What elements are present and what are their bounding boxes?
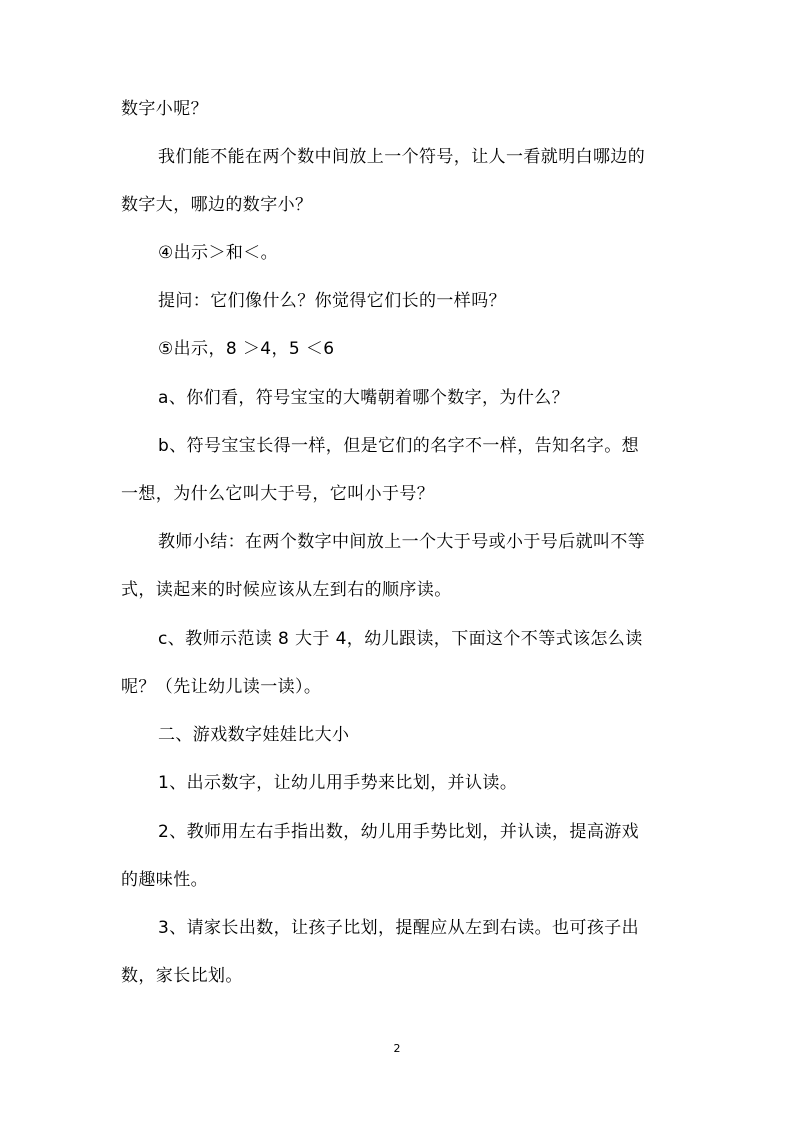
text-line-16: 2、教师用左右手指出数，幼儿用手势比划，并认读，提高游戏 [158,822,640,842]
text-line-13: 呢？（先让幼儿读一读）。 [121,677,322,697]
text-line-3: 数字大，哪边的数字小？ [121,195,313,215]
text-line-17: 的趣味性。 [121,870,208,890]
text-line-4: ④出示＞和＜。 [158,243,279,263]
text-line-15: 1、出示数字，让幼儿用手势来比划，并认读。 [158,773,518,793]
text-line-9: 一想，为什么它叫大于号，它叫小于号？ [121,484,435,504]
text-line-1: 数字小呢？ [121,99,208,119]
page-number: 2 [393,1042,401,1055]
text-line-6: ⑤出示，8 ＞4，5 ＜6 [158,339,335,359]
text-line-5: 提问：它们像什么？你觉得它们长的一样吗？ [158,291,506,311]
text-line-8: b、符号宝宝长得一样，但是它们的名字不一样，告知名字。想 [158,436,639,456]
text-line-11: 式，读起来的时候应该从左到右的顺序读。 [121,580,452,600]
text-line-19: 数，家长比划。 [121,966,243,986]
text-line-2: 我们能不能在两个数中间放上一个符号，让人一看就明白哪边的 [158,147,646,167]
text-line-18: 3、请家长出数，让孩子比划，提醒应从左到右读。也可孩子出 [158,918,640,938]
text-line-10: 教师小结：在两个数字中间放上一个大于号或小于号后就叫不等 [158,532,646,552]
text-line-7: a、你们看，符号宝宝的大嘴朝着哪个数字，为什么？ [158,388,570,408]
text-line-14: 二、游戏数字娃娃比大小 [158,725,350,745]
text-line-12: c、教师示范读 8 大于 4，幼儿跟读，下面这个不等式该怎么读 [158,629,643,649]
